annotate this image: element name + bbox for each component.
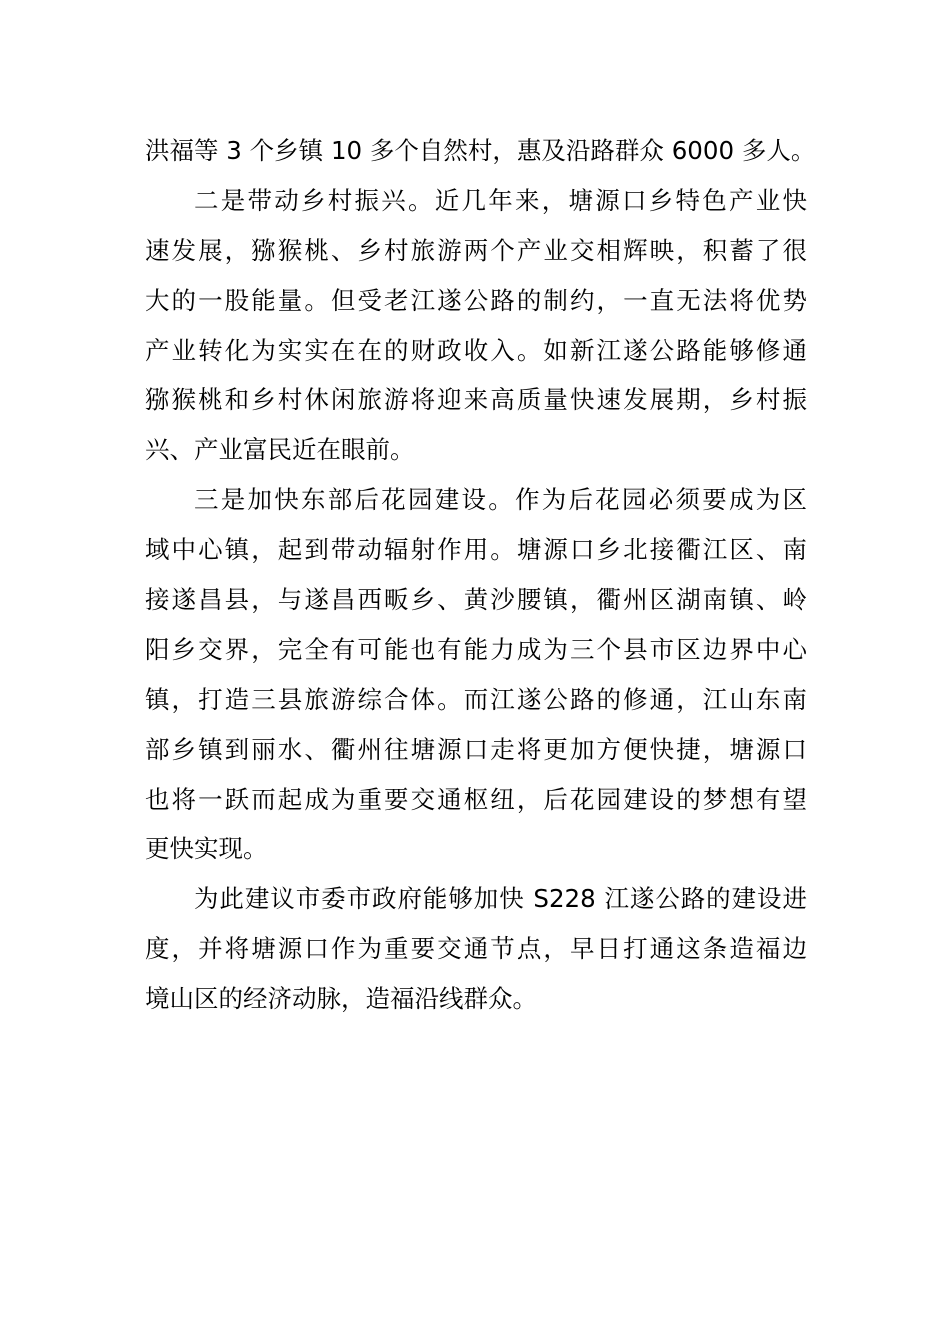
paragraph-3-line-6: 部乡镇到丽水、衢州往塘源口走将更加方便快捷，塘源口: [145, 734, 807, 764]
paragraph-2-line-6: 兴、产业富民近在眼前。: [145, 435, 415, 465]
paragraph-3-line-8: 更快实现。: [145, 834, 268, 864]
paragraph-3-line-2: 域中心镇，起到带动辐射作用。塘源口乡北接衢江区、南: [145, 535, 807, 565]
paragraph-2-line-3: 大的一股能量。但受老江遂公路的制约，一直无法将优势: [145, 285, 807, 315]
paragraph-3-line-4: 阳乡交界，完全有可能也有能力成为三个县市区边界中心: [145, 634, 807, 664]
paragraph-3-line-3: 接遂昌县，与遂昌西畈乡、黄沙腰镇，衢州区湖南镇、岭: [145, 585, 807, 615]
paragraph-4-line-1: 为此建议市委市政府能够加快 S228 江遂公路的建设进: [194, 884, 807, 914]
paragraph-3-line-1: 三是加快东部后花园建设。作为后花园必须要成为区: [194, 485, 807, 515]
paragraph-2-line-4: 产业转化为实实在在的财政收入。如新江遂公路能够修通: [145, 335, 807, 365]
paragraph-2-line-5: 猕猴桃和乡村休闲旅游将迎来高质量快速发展期，乡村振: [145, 385, 807, 415]
paragraph-3-line-5: 镇，打造三县旅游综合体。而江遂公路的修通，江山东南: [145, 684, 807, 714]
paragraph-2-line-2: 速发展，猕猴桃、乡村旅游两个产业交相辉映，积蓄了很: [145, 235, 807, 265]
paragraph-1-line-1: 洪福等 3 个乡镇 10 多个自然村，惠及沿路群众 6000 多人。: [145, 136, 816, 165]
paragraph-4-line-3: 境山区的经济动脉，造福沿线群众。: [145, 984, 537, 1014]
document-body: [145, 126, 816, 1024]
paragraph-3-line-7: 也将一跃而起成为重要交通枢纽，后花园建设的梦想有望: [145, 784, 807, 814]
paragraph-2-line-1: 二是带动乡村振兴。近几年来，塘源口乡特色产业快: [194, 185, 807, 215]
paragraph-4-line-2: 度，并将塘源口作为重要交通节点，早日打通这条造福边: [145, 934, 807, 964]
